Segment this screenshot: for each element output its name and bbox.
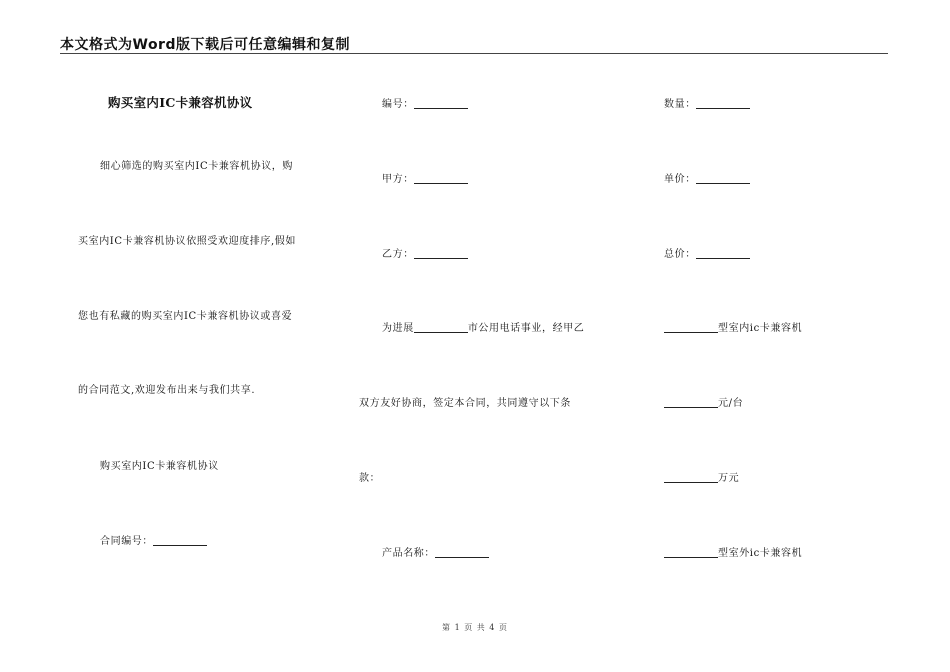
paragraph-line-1-prefix: 为进展 <box>382 323 414 334</box>
product-name-blank <box>435 547 489 558</box>
item-4-text: 型室外ic卡兼容机 <box>718 548 803 559</box>
document-subtitle: 购买室内IC卡兼容机协议 <box>100 461 219 472</box>
item-3-text: 万元 <box>718 473 740 484</box>
paragraph-line-3: 款： <box>359 473 381 484</box>
contract-number-label: 合同编号： <box>100 536 153 547</box>
document-title: 购买室内IC卡兼容机协议 <box>108 95 253 110</box>
item-line-2 <box>664 394 743 409</box>
paragraph-line-2: 双方友好协商，签定本合同，共同遵守以下条 <box>359 398 571 409</box>
paragraph-line-1-suffix: 市公用电话事业，经甲乙 <box>467 323 585 334</box>
item-1-text: 型室内ic卡兼容机 <box>718 323 803 334</box>
number-blank <box>414 98 468 109</box>
unit-price-blank <box>696 173 750 184</box>
number-field <box>382 95 468 110</box>
item-1-blank <box>664 322 718 333</box>
unit-price-field <box>664 170 750 185</box>
quantity-blank <box>696 98 750 109</box>
party-a-blank <box>414 173 468 184</box>
unit-price-label: 单价： <box>664 174 696 185</box>
header-divider <box>60 53 888 54</box>
item-2-blank <box>664 397 718 408</box>
party-a-field <box>382 170 468 185</box>
party-b-field <box>382 245 468 260</box>
number-label: 编号： <box>382 99 414 110</box>
page-footer: 第 1 页 共 4 页 <box>442 623 508 632</box>
item-3-blank <box>664 472 718 483</box>
contract-number-blank <box>153 535 207 546</box>
item-line-1 <box>664 319 802 334</box>
intro-line-1: 细心筛选的购买室内IC卡兼容机协议，购 <box>100 161 294 172</box>
product-name-label: 产品名称： <box>382 548 435 559</box>
item-4-blank <box>664 547 718 558</box>
total-price-label: 总价： <box>664 249 696 260</box>
quantity-label: 数量： <box>664 99 696 110</box>
total-price-blank <box>696 248 750 259</box>
party-a-label: 甲方： <box>382 174 414 185</box>
product-name-field <box>382 544 489 559</box>
contract-number-field <box>100 532 207 547</box>
item-2-text: 元/台 <box>718 398 744 409</box>
party-b-label: 乙方： <box>382 249 414 260</box>
intro-line-4: 的合同范文,欢迎发布出来与我们共享. <box>78 385 256 396</box>
intro-line-3: 您也有私藏的购买室内IC卡兼容机协议或喜爱 <box>78 311 293 322</box>
document-header: 本文格式为Word版下载后可任意编辑和复制 <box>60 37 350 53</box>
party-b-blank <box>414 248 468 259</box>
paragraph-line-1 <box>382 319 584 334</box>
intro-line-2: 买室内IC卡兼容机协议依照受欢迎度排序,假如 <box>78 236 296 247</box>
city-blank <box>414 322 468 333</box>
quantity-field <box>664 95 750 110</box>
total-price-field <box>664 245 750 260</box>
item-line-3 <box>664 469 739 484</box>
item-line-4 <box>664 544 802 559</box>
